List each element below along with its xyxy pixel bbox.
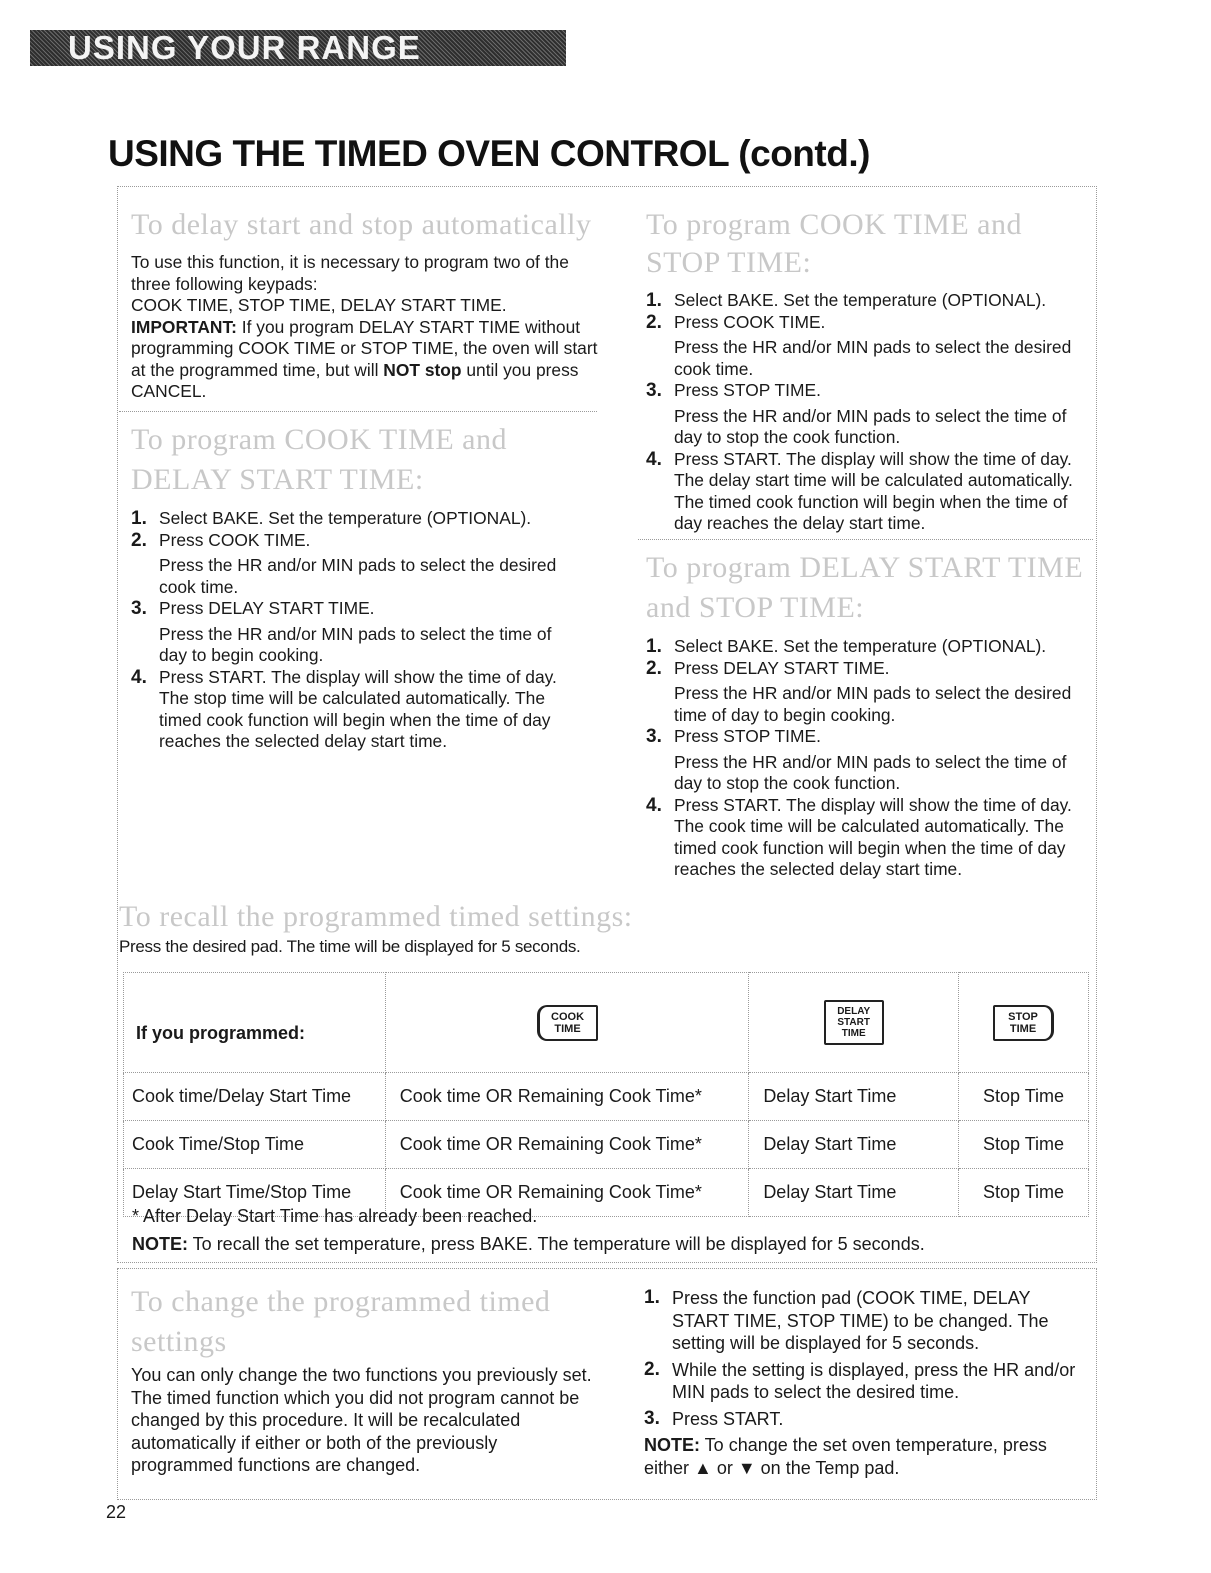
cook-delay-section: [131, 420, 581, 753]
list-item: 1. Select BAKE. Set the temperature (OPTIONAL).: [131, 508, 532, 529]
stop-time-key-icon: STOP TIME: [993, 1005, 1054, 1041]
delay-auto-section: [131, 206, 599, 403]
list-item: 1. Select BAKE. Set the temperature (OPTIONAL).: [646, 636, 1047, 657]
important-label: IMPORTANT:: [131, 316, 237, 337]
important-paragraph: [131, 317, 599, 403]
note-text: To change the set oven temperature, press either ▲ or ▼ on the Temp pad.: [644, 1435, 1047, 1478]
cook-stop-section: [646, 206, 1086, 535]
right-column-divider: [638, 539, 1093, 540]
left-column-divider: [119, 411, 597, 412]
recall-table: [123, 972, 1089, 1217]
header-label-cell: [124, 973, 386, 1073]
step-detail: Press the HR and/or MIN pads to select the desired time of day to begin cooking.: [674, 683, 1072, 725]
list-item: 2. While the setting is displayed, press the HR and/or MIN pads to select the desired time.: [644, 1358, 1076, 1402]
change-intro: You can only change the two functions you previously set. The timed function which you did not program cannot be changed by this procedure. It will be recalculated automatically if either or both of the previously programmed functions are changed.: [131, 1365, 592, 1475]
not-stop-text: NOT stop: [383, 359, 462, 380]
list-item: 3. Press STOP TIME.: [646, 380, 821, 401]
list-item: 1. Select BAKE. Set the temperature (OPTIONAL).: [646, 290, 1047, 311]
delay-auto-intro: To use this function, it is necessary to program two of the three following keypads:: [131, 252, 569, 294]
cook-stop-heading: To program COOK TIME and STOP TIME:: [646, 208, 1022, 279]
delay-start-time-key-icon: DELAY START TIME: [824, 1000, 884, 1045]
list-item: 4. Press START. The display will show the time of day. The delay start time will be calculated automatically. The timed cook function will begin when the time of day reaches the delay start time.: [646, 448, 1073, 533]
change-heading: To change the programmed timed settings: [131, 1285, 551, 1358]
table-footnote: * After Delay Start Time has already been reached.: [132, 1206, 538, 1226]
table-row: Cook Time/Stop Time Cook time OR Remaining Cook Time* Delay Start Time Stop Time: [124, 1121, 1089, 1169]
note-label: NOTE:: [644, 1435, 700, 1455]
step-detail: Press the HR and/or MIN pads to select the time of day to begin cooking.: [159, 623, 552, 665]
if-you-programmed-label: If you programmed:: [136, 1023, 306, 1043]
header-key-cell: [385, 973, 749, 1073]
important-text: If you program DELAY START TIME without programming COOK TIME or STOP TIME, the oven will start at the programmed time, but will: [131, 316, 598, 380]
list-item: 2. Press DELAY START TIME.: [646, 657, 890, 679]
delay-auto-keypads: COOK TIME, STOP TIME, DELAY START TIME.: [131, 295, 507, 315]
note-text: To recall the set temperature, press BAKE. The temperature will be displayed for 5 seconds.: [188, 1234, 925, 1254]
table-row: Delay Start Time/Stop Time Cook time OR Remaining Cook Time* Delay Start Time Stop Time: [124, 1169, 1089, 1217]
list-item: 2. Press COOK TIME.: [646, 311, 826, 333]
delay-stop-section: [646, 548, 1086, 881]
page-title: USING THE TIMED OVEN CONTROL (contd.): [108, 133, 870, 174]
change-steps: [644, 1287, 1084, 1479]
list-item: 1. Press the function pad (COOK TIME, DELAY START TIME, STOP TIME) to be changed. The setting will be displayed for 5 seconds.: [644, 1287, 1049, 1353]
change-section: [131, 1282, 593, 1477]
recall-heading: To recall the programmed timed settings:: [119, 900, 633, 933]
change-note: [644, 1434, 1084, 1479]
table-header-row: [124, 973, 1089, 1073]
section-banner: [30, 30, 566, 66]
step-detail: Press the HR and/or MIN pads to select the desired cook time.: [159, 555, 557, 597]
recall-intro: Press the desired pad. The time will be displayed for 5 seconds.: [119, 937, 581, 956]
cook-time-key-icon: COOK TIME: [537, 1005, 598, 1041]
header-key-cell: [959, 973, 1089, 1073]
note-label: NOTE:: [132, 1234, 188, 1254]
list-item: 3. Press DELAY START TIME.: [131, 598, 375, 619]
list-item: 3. Press STOP TIME.: [646, 726, 821, 747]
recall-note: [132, 1234, 925, 1255]
list-item: 4. Press START. The display will show the time of day. The stop time will be calculated automatically. The timed cook function will begin when the time of day reaches the selected delay start time.: [131, 666, 557, 751]
banner-text: USING YOUR RANGE: [68, 29, 421, 66]
step-detail: Press the HR and/or MIN pads to select the desired cook time.: [674, 337, 1072, 379]
cook-delay-heading: To program COOK TIME and DELAY START TIME:: [131, 423, 507, 496]
list-item: 3. Press START.: [644, 1407, 784, 1429]
list-item: 4. Press START. The display will show the time of day. The cook time will be calculated automatically. The timed cook function will begin when the time of day reaches the selected delay start time.: [646, 794, 1072, 879]
list-item: 2. Press COOK TIME.: [131, 529, 311, 551]
delay-stop-heading: To program DELAY START TIME and STOP TIME:: [646, 551, 1084, 624]
delay-auto-heading: To delay start and stop automatically: [131, 208, 592, 241]
step-detail: Press the HR and/or MIN pads to select the time of day to stop the cook function.: [674, 751, 1067, 793]
step-detail: Press the HR and/or MIN pads to select the time of day to stop the cook function.: [674, 405, 1067, 447]
table-row: Cook time/Delay Start Time Cook time OR Remaining Cook Time* Delay Start Time Stop Time: [124, 1073, 1089, 1121]
page-number: 22: [106, 1502, 127, 1522]
important-end: until you press CANCEL.: [131, 359, 579, 401]
recall-section: [119, 898, 1079, 958]
header-key-cell: [749, 973, 959, 1073]
